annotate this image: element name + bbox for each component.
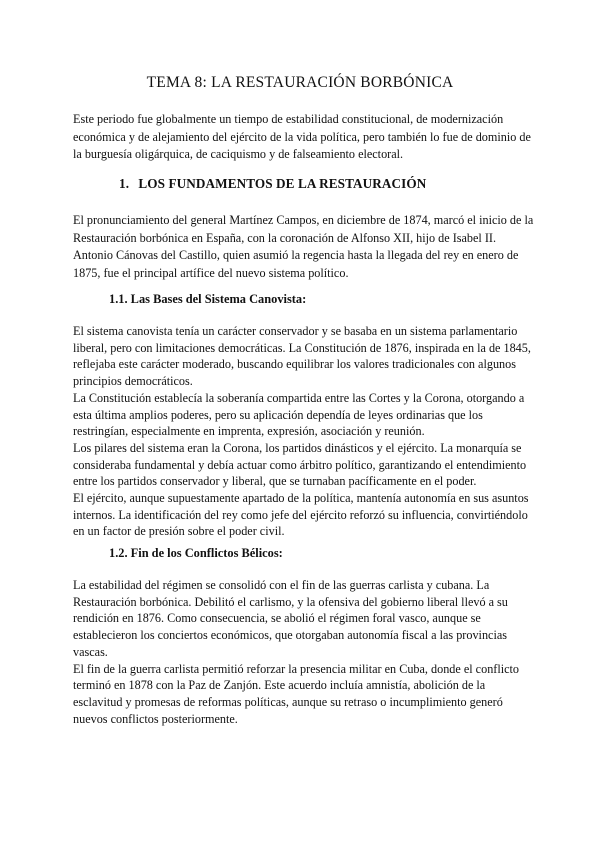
subsection-1-2-body [73, 577, 535, 727]
section-1-heading [119, 176, 426, 192]
subsection-1-1-paragraph: El sistema canovista tenía un carácter conservador y se basaba en un sistema parlamentario liberal, pero con limitaciones democráticas. La Constitución de 1876, inspirada en la de 1845, reflejaba este carácter moderado, buscando equilibrar los valores tradicionales con algunos principios democráticos. [73, 324, 531, 389]
subsection-1-1-paragraph: El ejército, aunque supuestamente apartado de la política, mantenía autonomía en sus asuntos internos. La identificación del rey como jefe del ejército reforzó su influencia, convirtiéndolo en un factor de presión sobre el poder civil. [73, 491, 529, 539]
section-1-title: LOS FUNDAMENTOS DE LA RESTAURACIÓN [138, 176, 427, 191]
subsection-1-1-paragraph: Los pilares del sistema eran la Corona, los partidos dinásticos y el ejército. La monarquía se consideraba fundamental y debía actuar como árbitro político, garantizando el entendimiento entre los partidos conservador y liberal, que se turnaban pacíficamente en el poder. [73, 440, 527, 489]
subsection-1-1-paragraph: La Constitución establecía la soberanía compartida entre las Cortes y la Corona, otorgando a esta última amplios poderes, pero su aplicación dependía de leyes ordinarias que los restringían, especialmente en imprenta, expresión, asociación y reunión. [73, 390, 525, 439]
subsection-1-1-heading: 1.1. Las Bases del Sistema Canovista: [109, 292, 307, 306]
section-1-number: 1. [119, 176, 130, 191]
section-1-paragraph: El pronunciamiento del general Martínez Campos, en diciembre de 1874, marcó el inicio de la Restauración borbónica en España, con la coronación de Alfonso XII, hijo de Isabel II. Antonio Cánovas del Castillo, quien asumió la regencia hasta la llegada del rey en enero de 1875, fue el principal artífice del nuevo sistema político. [73, 213, 534, 280]
subsection-1-2-heading: 1.2. Fin de los Conflictos Bélicos: [109, 546, 283, 560]
subsection-1-1-body [73, 323, 535, 540]
subsection-1-2-paragraph: El fin de la guerra carlista permitió reforzar la presencia militar en Cuba, donde el conflicto terminó en 1878 con la Paz de Zanjón. Este acuerdo incluía amnistía, abolición de la esclavitud y promesas de reformas políticas, aunque su retraso o incumplimiento generó nuevos conflictos posteriormente. [73, 661, 520, 726]
subsection-1-2-paragraph: La estabilidad del régimen se consolidó con el fin de las guerras carlista y cubana. La Restauración borbónica. Debilitó el carlismo, y la ofensiva del gobierno liberal llevó a su rendición en 1876. Como consecuencia, se abolió el régimen foral vasco, aunque se establecieron los conciertos económicos, que otorgaban autonomía fiscal a las provincias vascas. [73, 578, 508, 659]
page-title: TEMA 8: LA RESTAURACIÓN BORBÓNICA [146, 74, 454, 91]
intro-paragraph: Este periodo fue globalmente un tiempo de estabilidad constitucional, de modernización económica y de alejamiento del ejército de la vida política, pero también lo fue de dominio de la burguesía oligárquica, de caciquismo y de falseamiento electoral. [73, 112, 531, 161]
